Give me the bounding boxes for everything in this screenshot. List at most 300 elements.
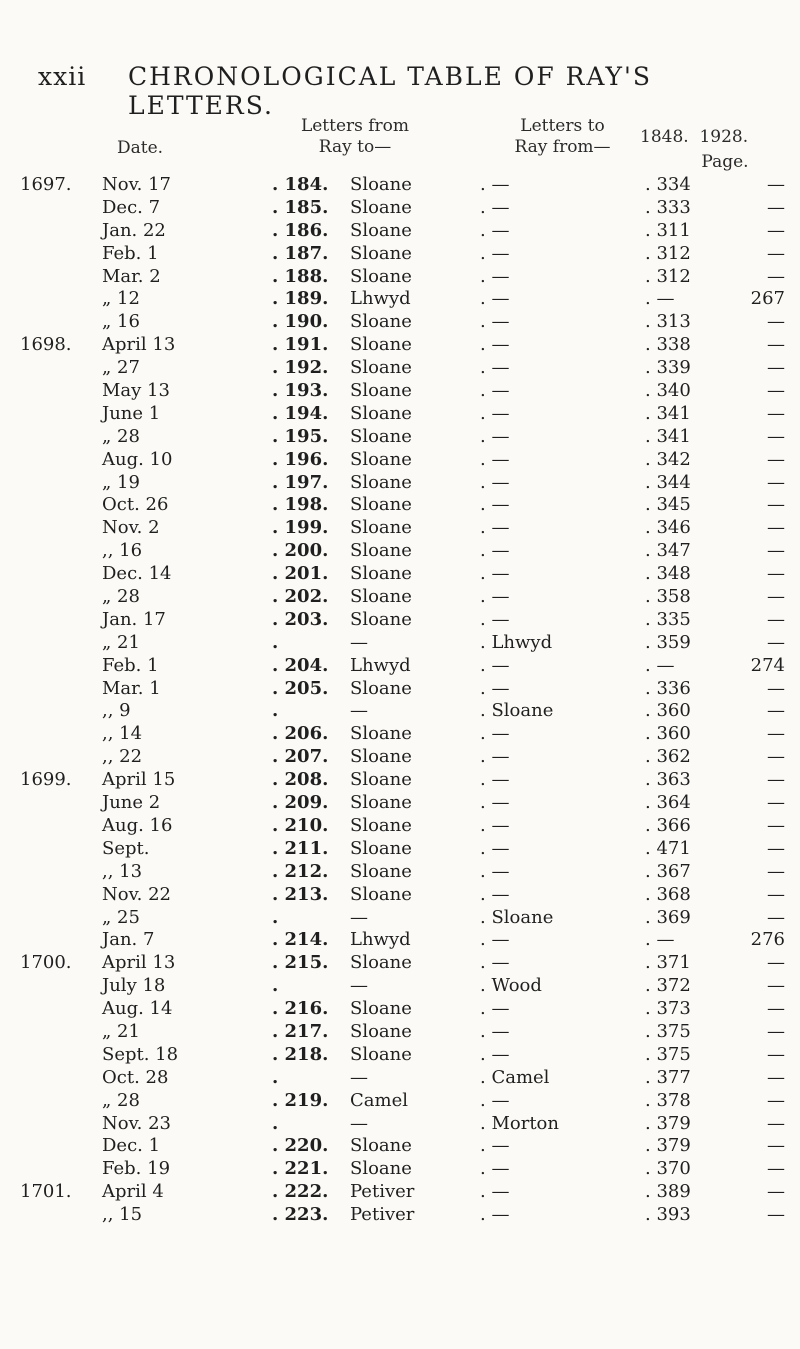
- table-row: [0, 929, 800, 952]
- row-page-1928: —: [767, 631, 785, 653]
- row-page-1928: —: [767, 196, 785, 218]
- row-date: ,, 13: [102, 860, 143, 882]
- table-row: [0, 426, 800, 449]
- row-ray-from: . —: [480, 654, 510, 676]
- row-letter-number: .: [272, 700, 279, 722]
- row-letter-number: . 198.: [272, 494, 329, 516]
- table-row: [0, 746, 800, 769]
- row-page-1928: —: [767, 494, 785, 516]
- row-date: Mar. 1: [102, 677, 161, 699]
- row-page-1848: . 379: [645, 1112, 691, 1134]
- row-letter-number: . 189.: [272, 288, 329, 310]
- row-date: Feb. 19: [102, 1158, 171, 1180]
- row-page-1928: —: [767, 1020, 785, 1042]
- row-letter-number: . 185.: [272, 196, 329, 218]
- row-ray-from: . —: [480, 334, 510, 356]
- row-page-1848: . 379: [645, 1135, 691, 1157]
- row-ray-to: Sloane: [350, 402, 412, 424]
- letters-from-line1: Letters from: [300, 116, 410, 136]
- row-ray-from: . —: [480, 494, 510, 516]
- row-page-1848: . 335: [645, 608, 691, 630]
- row-ray-from: . —: [480, 311, 510, 333]
- row-ray-to: Sloane: [350, 242, 412, 264]
- row-ray-to: Sloane: [350, 1158, 412, 1180]
- table-row: [0, 243, 800, 266]
- row-year: 1699.: [20, 769, 72, 791]
- row-page-1928: —: [767, 1066, 785, 1088]
- row-ray-from: . —: [480, 769, 510, 791]
- row-page-1848: . 362: [645, 746, 691, 768]
- row-date: April 15: [102, 769, 176, 791]
- table-row: [0, 1113, 800, 1136]
- page-number: xxii: [38, 62, 87, 91]
- row-page-1848: . 370: [645, 1158, 691, 1180]
- row-ray-to: Sloane: [350, 563, 412, 585]
- row-ray-from: . —: [480, 837, 510, 859]
- row-page-1928: —: [767, 563, 785, 585]
- row-page-1848: . 364: [645, 792, 691, 814]
- row-page-1848: . 389: [645, 1181, 691, 1203]
- row-date: April 13: [102, 334, 176, 356]
- row-page-1928: —: [767, 174, 785, 195]
- table-row: [0, 792, 800, 815]
- row-letter-number: .: [272, 975, 279, 997]
- row-year: 1698.: [20, 334, 72, 356]
- row-page-1928: —: [767, 1181, 785, 1203]
- row-date: July 18: [102, 975, 166, 997]
- row-letter-number: . 213.: [272, 883, 329, 905]
- row-ray-to: Sloane: [350, 265, 412, 287]
- row-letter-number: . 216.: [272, 998, 329, 1020]
- row-page-1848: . 360: [645, 723, 691, 745]
- row-page-1928: —: [767, 906, 785, 928]
- row-date: Aug. 14: [102, 998, 173, 1020]
- row-letter-number: . 200.: [272, 540, 329, 562]
- row-ray-to: Sloane: [350, 608, 412, 630]
- row-ray-from: . —: [480, 540, 510, 562]
- row-ray-from: . —: [480, 1181, 510, 1203]
- row-page-1928: —: [767, 860, 785, 882]
- row-page-1928: —: [767, 1135, 785, 1157]
- row-ray-to: Petiver: [350, 1204, 415, 1226]
- row-ray-to: Sloane: [350, 219, 412, 241]
- row-page-1848: . 360: [645, 700, 691, 722]
- row-ray-from: . —: [480, 883, 510, 905]
- row-date: ,, 9: [102, 700, 131, 722]
- row-ray-to: Sloane: [350, 586, 412, 608]
- row-page-1848: . 369: [645, 906, 691, 928]
- row-date: Aug. 16: [102, 814, 173, 836]
- row-ray-to: Lhwyd: [350, 288, 411, 310]
- row-ray-to: —: [350, 1066, 368, 1088]
- row-page-1928: —: [767, 769, 785, 791]
- table-row: [0, 357, 800, 380]
- row-ray-from: . —: [480, 219, 510, 241]
- row-ray-to: Sloane: [350, 860, 412, 882]
- row-letter-number: . 190.: [272, 311, 329, 333]
- row-date: „ 12: [102, 288, 140, 310]
- row-page-1848: . 358: [645, 586, 691, 608]
- row-letter-number: . 191.: [272, 334, 329, 356]
- row-date: Feb. 1: [102, 654, 159, 676]
- row-ray-from: . —: [480, 952, 510, 974]
- row-ray-from: . Wood: [480, 975, 542, 997]
- row-page-1928: —: [767, 425, 785, 447]
- table-row: [0, 1135, 800, 1158]
- row-ray-to: Sloane: [350, 998, 412, 1020]
- row-date: „ 28: [102, 586, 140, 608]
- table-row: [0, 540, 800, 563]
- row-date: Nov. 23: [102, 1112, 171, 1134]
- row-page-1848: . 336: [645, 677, 691, 699]
- row-ray-to: Sloane: [350, 677, 412, 699]
- table-row: [0, 1204, 800, 1227]
- page-title: CHRONOLOGICAL TABLE OF RAY'S LETTERS.: [128, 62, 652, 120]
- row-letter-number: . 212.: [272, 860, 329, 882]
- row-page-1848: . 312: [645, 242, 691, 264]
- table-row: [0, 1158, 800, 1181]
- row-date: „ 21: [102, 1020, 140, 1042]
- row-date: Dec. 7: [102, 196, 161, 218]
- row-ray-to: Sloane: [350, 1135, 412, 1157]
- row-page-1848: . 393: [645, 1204, 691, 1226]
- row-page-1928: —: [767, 883, 785, 905]
- table-row: [0, 220, 800, 243]
- letters-table: [0, 174, 800, 1227]
- table-row: [0, 907, 800, 930]
- table-row: [0, 700, 800, 723]
- row-ray-to: Lhwyd: [350, 654, 411, 676]
- row-letter-number: . 197.: [272, 471, 329, 493]
- row-ray-to: Sloane: [350, 196, 412, 218]
- row-letter-number: . 199.: [272, 517, 329, 539]
- table-row: [0, 884, 800, 907]
- row-ray-to: Sloane: [350, 540, 412, 562]
- row-page-1848: . 373: [645, 998, 691, 1020]
- row-page-1928: 274: [750, 654, 785, 676]
- row-year: 1697.: [20, 174, 72, 195]
- row-letter-number: . 194.: [272, 402, 329, 424]
- row-date: „ 25: [102, 906, 140, 928]
- row-page-1928: —: [767, 952, 785, 974]
- table-row: [0, 472, 800, 495]
- row-letter-number: . 206.: [272, 723, 329, 745]
- row-ray-from: . —: [480, 357, 510, 379]
- column-header-letters-from: [255, 116, 455, 158]
- table-row: [0, 632, 800, 655]
- row-ray-to: Sloane: [350, 952, 412, 974]
- row-ray-to: —: [350, 700, 368, 722]
- row-ray-to: Sloane: [350, 883, 412, 905]
- row-letter-number: .: [272, 1066, 279, 1088]
- row-ray-from: . —: [480, 288, 510, 310]
- row-date: May 13: [102, 380, 170, 402]
- row-ray-from: . —: [480, 1158, 510, 1180]
- row-letter-number: . 195.: [272, 425, 329, 447]
- table-row: [0, 838, 800, 861]
- row-date: Mar. 2: [102, 265, 161, 287]
- table-row: [0, 449, 800, 472]
- table-row: [0, 311, 800, 334]
- table-row: [0, 655, 800, 678]
- row-page-1928: —: [767, 677, 785, 699]
- row-ray-to: Sloane: [350, 1020, 412, 1042]
- table-row: [0, 1067, 800, 1090]
- row-page-1928: —: [767, 586, 785, 608]
- row-page-1928: —: [767, 334, 785, 356]
- row-page-1848: . 372: [645, 975, 691, 997]
- row-ray-to: Sloane: [350, 380, 412, 402]
- row-page-1848: . 377: [645, 1066, 691, 1088]
- row-letter-number: . 220.: [272, 1135, 329, 1157]
- row-date: April 13: [102, 952, 176, 974]
- row-page-1848: . 345: [645, 494, 691, 516]
- row-ray-to: Sloane: [350, 792, 412, 814]
- table-row: [0, 1090, 800, 1113]
- row-page-1848: . 363: [645, 769, 691, 791]
- table-row: [0, 952, 800, 975]
- row-page-1928: —: [767, 700, 785, 722]
- row-page-1848: . 341: [645, 425, 691, 447]
- row-page-1928: —: [767, 814, 785, 836]
- row-date: ,, 15: [102, 1204, 143, 1226]
- row-date: Jan. 17: [102, 608, 166, 630]
- table-row: [0, 998, 800, 1021]
- row-letter-number: .: [272, 631, 279, 653]
- row-ray-to: Sloane: [350, 723, 412, 745]
- row-page-1848: . 311: [645, 219, 691, 241]
- row-date: ,, 16: [102, 540, 143, 562]
- row-letter-number: . 184.: [272, 174, 329, 195]
- row-letter-number: . 201.: [272, 563, 329, 585]
- row-ray-to: Petiver: [350, 1181, 415, 1203]
- row-letter-number: . 192.: [272, 357, 329, 379]
- row-ray-from: . —: [480, 998, 510, 1020]
- row-ray-from: . —: [480, 471, 510, 493]
- table-row: [0, 266, 800, 289]
- row-ray-to: Camel: [350, 1089, 408, 1111]
- row-ray-from: . —: [480, 792, 510, 814]
- row-letter-number: . 205.: [272, 677, 329, 699]
- row-page-1848: . 371: [645, 952, 691, 974]
- row-date: Jan. 22: [102, 219, 166, 241]
- table-row: [0, 494, 800, 517]
- row-date: Sept. 18: [102, 1043, 179, 1065]
- table-row: [0, 174, 800, 197]
- row-ray-to: Sloane: [350, 837, 412, 859]
- row-page-1928: —: [767, 1112, 785, 1134]
- row-page-1848: . 375: [645, 1043, 691, 1065]
- row-date: Nov. 22: [102, 883, 171, 905]
- row-ray-from: . —: [480, 517, 510, 539]
- row-date: Nov. 17: [102, 174, 171, 195]
- table-row: [0, 769, 800, 792]
- row-ray-to: Lhwyd: [350, 929, 411, 951]
- row-date: „ 21: [102, 631, 140, 653]
- row-page-1928: —: [767, 265, 785, 287]
- row-ray-from: . —: [480, 1204, 510, 1226]
- row-page-1848: . 375: [645, 1020, 691, 1042]
- row-page-1848: . 339: [645, 357, 691, 379]
- row-ray-to: Sloane: [350, 517, 412, 539]
- row-letter-number: . 186.: [272, 219, 329, 241]
- row-ray-from: . —: [480, 1020, 510, 1042]
- row-letter-number: . 202.: [272, 586, 329, 608]
- table-row: [0, 1044, 800, 1067]
- row-ray-to: Sloane: [350, 174, 412, 195]
- table-row: [0, 1021, 800, 1044]
- row-page-1928: —: [767, 540, 785, 562]
- row-ray-from: . —: [480, 608, 510, 630]
- row-date: April 4: [102, 1181, 164, 1203]
- column-header-page: Page.: [701, 152, 749, 172]
- row-date: Jan. 7: [102, 929, 155, 951]
- row-date: Feb. 1: [102, 242, 159, 264]
- row-page-1848: . 347: [645, 540, 691, 562]
- row-letter-number: . 208.: [272, 769, 329, 791]
- row-page-1928: —: [767, 402, 785, 424]
- row-page-1928: —: [767, 517, 785, 539]
- row-letter-number: . 187.: [272, 242, 329, 264]
- row-page-1848: . 359: [645, 631, 691, 653]
- row-page-1848: . 366: [645, 814, 691, 836]
- row-page-1928: —: [767, 1043, 785, 1065]
- row-letter-number: . 193.: [272, 380, 329, 402]
- row-page-1928: —: [767, 792, 785, 814]
- row-ray-to: —: [350, 975, 368, 997]
- row-page-1848: . —: [645, 929, 675, 951]
- row-letter-number: . 204.: [272, 654, 329, 676]
- row-page-1848: . 368: [645, 883, 691, 905]
- row-date: Dec. 14: [102, 563, 172, 585]
- row-page-1928: —: [767, 837, 785, 859]
- row-date: Oct. 26: [102, 494, 169, 516]
- column-header-date: Date.: [116, 138, 164, 158]
- row-letter-number: . 211.: [272, 837, 329, 859]
- row-letter-number: . 203.: [272, 608, 329, 630]
- table-row: [0, 517, 800, 540]
- row-ray-to: Sloane: [350, 471, 412, 493]
- row-page-1928: —: [767, 746, 785, 768]
- row-letter-number: . 218.: [272, 1043, 329, 1065]
- row-year: 1701.: [20, 1181, 72, 1203]
- row-page-1848: . —: [645, 288, 675, 310]
- row-ray-from: . —: [480, 1135, 510, 1157]
- row-page-1928: —: [767, 471, 785, 493]
- table-row: [0, 197, 800, 220]
- row-letter-number: . 207.: [272, 746, 329, 768]
- row-letter-number: .: [272, 1112, 279, 1134]
- row-letter-number: . 222.: [272, 1181, 329, 1203]
- row-page-1848: . 342: [645, 448, 691, 470]
- row-ray-from: . —: [480, 1043, 510, 1065]
- row-date: Aug. 10: [102, 448, 173, 470]
- row-letter-number: .: [272, 906, 279, 928]
- row-letter-number: . 217.: [272, 1020, 329, 1042]
- row-date: Nov. 2: [102, 517, 160, 539]
- table-row: [0, 586, 800, 609]
- row-date: Dec. 1: [102, 1135, 161, 1157]
- row-ray-from: . —: [480, 448, 510, 470]
- row-ray-from: . Camel: [480, 1066, 550, 1088]
- row-date: June 1: [102, 402, 161, 424]
- row-letter-number: . 196.: [272, 448, 329, 470]
- row-date: „ 28: [102, 425, 140, 447]
- row-ray-from: . Morton: [480, 1112, 559, 1134]
- row-ray-to: Sloane: [350, 334, 412, 356]
- row-ray-to: Sloane: [350, 1043, 412, 1065]
- row-ray-to: Sloane: [350, 746, 412, 768]
- row-ray-to: Sloane: [350, 425, 412, 447]
- row-date: „ 16: [102, 311, 140, 333]
- row-page-1928: —: [767, 448, 785, 470]
- row-letter-number: . 223.: [272, 1204, 329, 1226]
- row-page-1928: —: [767, 311, 785, 333]
- letters-from-line2: Ray to—: [318, 137, 392, 157]
- row-letter-number: . 209.: [272, 792, 329, 814]
- row-ray-from: . —: [480, 586, 510, 608]
- row-ray-from: . —: [480, 174, 510, 195]
- table-row: [0, 403, 800, 426]
- row-ray-from: . Lhwyd: [480, 631, 553, 653]
- row-page-1928: —: [767, 723, 785, 745]
- row-page-1928: —: [767, 608, 785, 630]
- row-page-1928: —: [767, 1158, 785, 1180]
- row-date: „ 28: [102, 1089, 140, 1111]
- table-row: [0, 975, 800, 998]
- row-ray-to: —: [350, 631, 368, 653]
- row-ray-to: —: [350, 1112, 368, 1134]
- row-ray-from: . —: [480, 814, 510, 836]
- row-page-1848: . 334: [645, 174, 691, 195]
- table-row: [0, 334, 800, 357]
- row-ray-to: Sloane: [350, 814, 412, 836]
- row-date: „ 27: [102, 357, 140, 379]
- row-letter-number: . 188.: [272, 265, 329, 287]
- row-page-1928: —: [767, 998, 785, 1020]
- table-row: [0, 861, 800, 884]
- row-page-1848: . 348: [645, 563, 691, 585]
- row-ray-from: . —: [480, 402, 510, 424]
- row-page-1848: . 312: [645, 265, 691, 287]
- row-ray-from: . —: [480, 860, 510, 882]
- row-page-1928: —: [767, 380, 785, 402]
- row-ray-from: . —: [480, 425, 510, 447]
- row-ray-from: . —: [480, 746, 510, 768]
- row-ray-to: —: [350, 906, 368, 928]
- letters-to-line1: Letters to: [520, 116, 605, 136]
- row-page-1928: —: [767, 357, 785, 379]
- column-header-letters-to: [480, 116, 645, 158]
- row-year: 1700.: [20, 952, 72, 974]
- row-ray-to: Sloane: [350, 448, 412, 470]
- page-header: [38, 62, 778, 120]
- row-page-1848: . 346: [645, 517, 691, 539]
- row-ray-to: Sloane: [350, 494, 412, 516]
- table-row: [0, 609, 800, 632]
- row-page-1848: . 378: [645, 1089, 691, 1111]
- row-ray-from: . —: [480, 929, 510, 951]
- row-letter-number: . 215.: [272, 952, 329, 974]
- row-page-1928: 267: [750, 288, 785, 310]
- table-row: [0, 815, 800, 838]
- row-ray-from: . Sloane: [480, 700, 554, 722]
- row-ray-from: . —: [480, 563, 510, 585]
- row-ray-to: Sloane: [350, 311, 412, 333]
- row-date: ,, 22: [102, 746, 143, 768]
- row-ray-from: . —: [480, 380, 510, 402]
- row-ray-from: . —: [480, 265, 510, 287]
